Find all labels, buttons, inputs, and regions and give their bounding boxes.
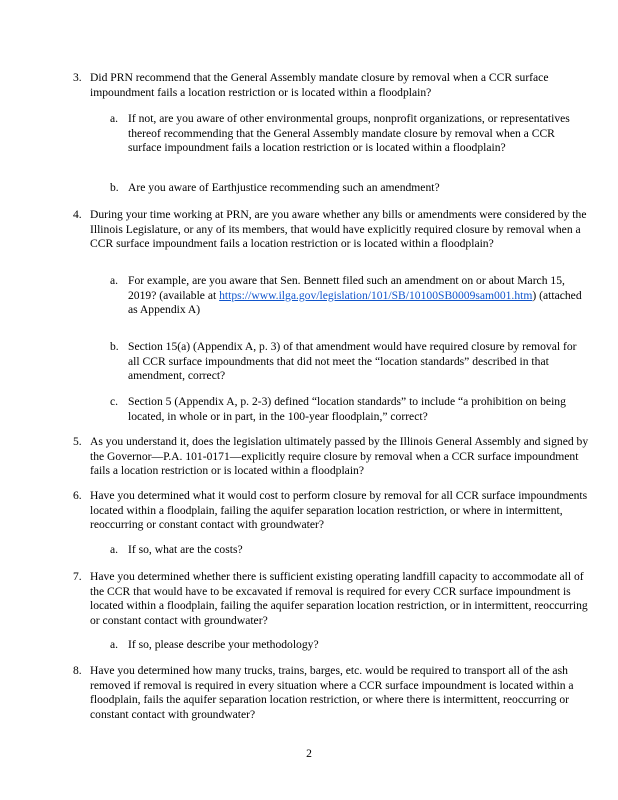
question-number: 6. <box>73 489 82 502</box>
question-3a <box>110 112 590 156</box>
question-text: During your time working at PRN, are you aware whether any bills or amendments were considered by the Illinois Legislature, or any of its members, that would have explicitly required closure by removal when a CCR surface impoundment fails a location restriction or is located within a floodplain? <box>90 208 587 250</box>
sub-letter: a. <box>110 112 119 125</box>
question-number: 7. <box>73 570 82 583</box>
sub-text: Section 15(a) (Appendix A, p. 3) of that amendment would have required closure by removal for all CCR surface impoundments that did not meet the “location standards” described in that amendment, correct? <box>128 340 577 382</box>
appendix-a-link[interactable]: https://www.ilga.gov/legislation/101/SB/10100SB0009sam001.htm <box>219 288 533 302</box>
sub-text: If not, are you aware of other environmental groups, nonprofit organizations, or representatives thereof recommending that the General Assembly mandate closure by removal when a CCR surface impoundment fails a location restriction or is located within a floodplain? <box>128 112 570 154</box>
question-5 <box>73 435 590 479</box>
sub-letter: b. <box>110 181 119 194</box>
sub-text: If so, what are the costs? <box>128 543 243 556</box>
question-8 <box>73 664 590 722</box>
question-text: Did PRN recommend that the General Assembly mandate closure by removal when a CCR surface impoundment fails a location restriction or is located within a floodplain? <box>90 71 549 99</box>
sub-text-after-link: ) (attached as Appendix A) <box>128 288 582 316</box>
question-text: Have you determined how many trucks, trains, barges, etc. would be required to transport all of the ash removed if removal is required in every situation where a CCR surface impoundment is located within a floodplain, fails the aquifer separation location restriction, or where there is intermittent, reoccurring or constant contact with groundwater? <box>90 664 574 721</box>
question-3b <box>110 181 590 196</box>
question-6 <box>73 489 590 533</box>
sub-letter: b. <box>110 340 119 353</box>
question-3 <box>73 71 590 100</box>
question-6a <box>110 543 590 558</box>
sub-text: Are you aware of Earthjustice recommending such an amendment? <box>128 181 440 194</box>
question-number: 3. <box>73 71 82 84</box>
question-text: Have you determined what it would cost to perform closure by removal for all CCR surface impoundments located within a floodplain, failing the aquifer separation location restriction, or where in intermittent, reoccurring or constant contact with groundwater? <box>90 489 588 531</box>
sub-letter: a. <box>110 638 119 651</box>
question-4c <box>110 395 590 424</box>
question-number: 5. <box>73 435 82 448</box>
question-4b <box>110 340 590 384</box>
question-text: As you understand it, does the legislation ultimately passed by the Illinois General Assembly and signed by the Governor—P.A. 101-0171—explicitly require closure by removal when a CCR surface impoundment fails a location restriction or is located within a floodplain? <box>90 435 589 477</box>
sub-letter: a. <box>110 274 119 287</box>
question-4 <box>73 208 590 252</box>
question-7 <box>73 570 590 628</box>
question-number: 8. <box>73 664 82 677</box>
question-number: 4. <box>73 208 82 221</box>
sub-text: If so, please describe your methodology? <box>128 638 319 651</box>
question-4a <box>110 274 590 318</box>
sub-letter: c. <box>110 395 119 408</box>
question-text: Have you determined whether there is sufficient existing operating landfill capacity to accommodate all of the CCR that would have to be excavated if removal is required for every CCR surface impoundment is located within a floodplain, failing the aquifer separation location restriction, or in intermittent, reoccurring or constant contact with groundwater? <box>90 570 588 627</box>
sub-text-before-link: For example, are you aware that Sen. Bennett filed such an amendment on or about March 15, 2019? (available at <box>128 274 565 302</box>
sub-letter: a. <box>110 543 119 556</box>
page-number: 2 <box>306 747 312 760</box>
question-7a <box>110 638 590 653</box>
sub-text: Section 5 (Appendix A, p. 2-3) defined “location standards” to include “a prohibition on being located, in whole or in part, in the 100-year floodplain,” correct? <box>128 395 566 423</box>
